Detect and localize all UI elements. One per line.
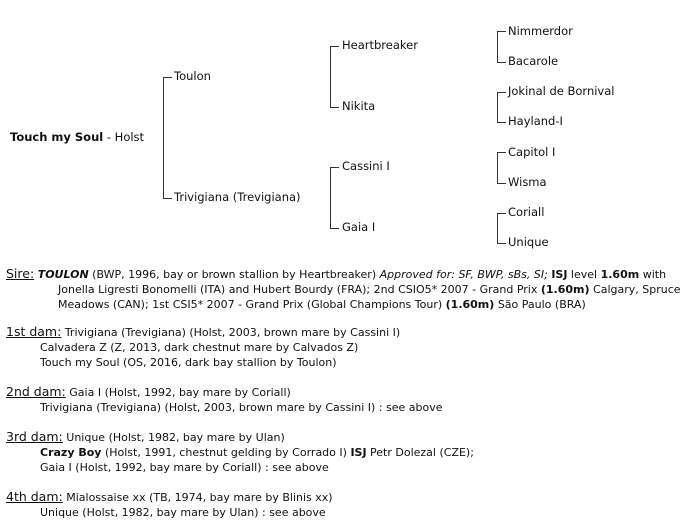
horse-name[interactable]: Touch my Soul (10, 130, 104, 144)
dam-dam-name[interactable]: Gaia I (342, 220, 376, 234)
gen2-h-ds (330, 167, 339, 168)
sire-level: 1.60m (600, 268, 640, 281)
sire-line-3 (6, 297, 666, 312)
sire-details: (BWP, 1996, bay or brown stallion by Heartbreaker) (92, 268, 377, 281)
ggp-7[interactable]: Coriall (508, 205, 545, 219)
dam1-progeny-2[interactable]: Touch my Soul (OS, 2016, dark bay stallion by Toulon) (40, 356, 337, 369)
gen3-h-8 (497, 243, 506, 244)
dam1-main[interactable]: Trivigiana (Trevigiana) (Holst, 2003, brown mare by Cassini I) (64, 326, 401, 339)
gen3-vline-4 (497, 213, 498, 243)
gen1-hline-sire (163, 77, 172, 78)
gen3-vline-3 (497, 152, 498, 183)
gen3-h-1 (497, 31, 506, 32)
sire-line3-end: São Paulo (BRA) (497, 298, 586, 311)
gen2-h-sd (330, 107, 339, 108)
ggp-4[interactable]: Hayland-I (508, 114, 563, 128)
gen3-h-3 (497, 92, 506, 93)
gen2-vline-top (330, 46, 331, 107)
dam2-main[interactable]: Gaia I (Holst, 1992, bay mare by Coriall) (69, 386, 291, 399)
gen1-hline-dam (163, 198, 172, 199)
crazy-boy-rider: Petr Dolezal (CZE); (370, 446, 474, 459)
dam3-progeny-1 (6, 445, 666, 460)
gen2-vline-bottom (330, 167, 331, 228)
crazy-boy-name[interactable]: Crazy Boy (40, 446, 102, 459)
dam1-heading: 1st dam: (6, 324, 62, 339)
dam2-progeny-1[interactable]: Trivigiana (Trevigiana) (Holst, 2003, brown mare by Cassini I) : see above (40, 401, 443, 414)
ggp-8[interactable]: Unique (508, 235, 549, 249)
sire-approved: Approved for: SF, BWP, sBs, SI; (379, 268, 548, 281)
sire-line-1 (6, 266, 666, 282)
sire-section (6, 266, 681, 312)
dam4-section (6, 489, 666, 520)
ggp-1[interactable]: Nimmerdor (508, 24, 573, 38)
dam3-main[interactable]: Unique (Holst, 1982, bay mare by Ulan) (66, 431, 285, 444)
gen3-h-5 (497, 152, 506, 153)
horse-title (10, 130, 144, 144)
sire-dam-name[interactable]: Nikita (342, 99, 376, 113)
dam1-section (6, 324, 666, 370)
dam4-heading: 4th dam: (6, 489, 63, 504)
crazy-boy-isj: ISJ (350, 446, 367, 459)
sire-line2-end: Calgary, Spruce (593, 283, 681, 296)
sire-level-text: level (570, 268, 598, 281)
dam-sire-name[interactable]: Cassini I (342, 159, 390, 173)
dam2-section (6, 384, 666, 415)
gen1-vline (163, 77, 164, 198)
dam3-section (6, 429, 666, 475)
sire-sire-name[interactable]: Heartbreaker (342, 38, 418, 52)
sire-isj: ISJ (551, 268, 568, 281)
crazy-boy-details: (Holst, 1991, chestnut gelding by Corrado I) (104, 446, 347, 459)
sire-line3-text: Meadows (CAN); 1st CSI5* 2007 - Grand Prix (Global Champions Tour) (58, 298, 443, 311)
sire-with: with (642, 268, 667, 281)
gen2-h-ss (330, 46, 339, 47)
dam4-main[interactable]: Mialossaise xx (TB, 1974, bay mare by Blinis xx) (66, 491, 333, 504)
sire-line2-text: Jonella Ligresti Bonomelli (ITA) and Hubert Bourdy (FRA); 2nd CSIO5* 2007 - Grand Prix (58, 283, 538, 296)
ggp-3[interactable]: Jokinal de Bornival (508, 84, 615, 98)
sire-section-name[interactable]: TOULON (37, 268, 89, 281)
dam2-heading: 2nd dam: (6, 384, 66, 399)
sire-line2-bold: (1.60m) (540, 283, 590, 296)
gen3-vline-1 (497, 31, 498, 62)
dam3-progeny-2[interactable]: Gaia I (Holst, 1992, bay mare by Coriall) : see above (40, 461, 329, 474)
gen3-h-7 (497, 213, 506, 214)
sire-name[interactable]: Toulon (174, 69, 211, 83)
sire-line3-bold: (1.60m) (445, 298, 495, 311)
dam4-progeny-1[interactable]: Unique (Holst, 1982, bay mare by Ulan) : see above (40, 506, 326, 519)
sire-line-2 (6, 282, 681, 297)
gen3-h-4 (497, 122, 506, 123)
horse-breed: - Holst (106, 130, 145, 144)
dam3-heading: 3rd dam: (6, 429, 63, 444)
ggp-6[interactable]: Wisma (508, 175, 547, 189)
gen3-h-6 (497, 183, 506, 184)
dam1-progeny-1[interactable]: Calvadera Z (Z, 2013, dark chestnut mare by Calvados Z) (40, 341, 359, 354)
gen3-vline-2 (497, 92, 498, 122)
dam-name[interactable]: Trivigiana (Trevigiana) (174, 190, 301, 204)
gen2-h-dd (330, 228, 339, 229)
ggp-2[interactable]: Bacarole (508, 54, 559, 68)
gen3-h-2 (497, 62, 506, 63)
sire-heading: Sire: (6, 266, 35, 281)
ggp-5[interactable]: Capitol I (508, 145, 556, 159)
